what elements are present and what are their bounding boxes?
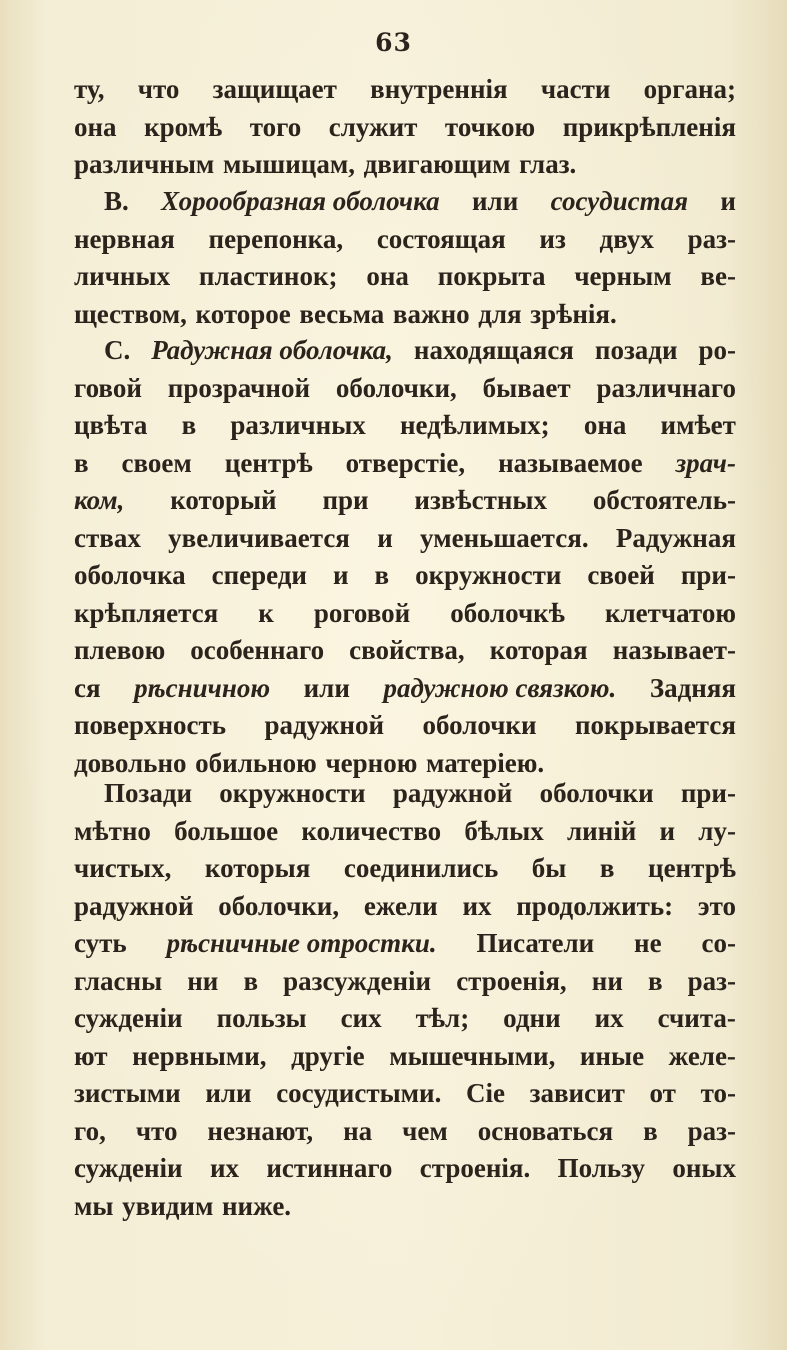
word: радужной [264,710,385,740]
word: имѣет [660,410,736,440]
italic-term: рѣсничною [134,672,271,703]
word: в [374,560,390,590]
word: и [720,186,736,216]
word: одни [503,1003,561,1033]
text-line [74,370,736,408]
word: в [243,965,259,996]
text-line [74,221,736,259]
word: говой [74,372,142,403]
word: матеріею. [425,747,545,778]
word: покрывается [575,710,736,740]
word: оболочкѣ [450,597,565,628]
word: части [540,74,611,104]
word: черною [325,747,418,778]
word: разсужденіи [283,965,432,996]
word: Позади [104,778,193,808]
italic-term: зрач- [675,447,736,478]
word: увеличивается [168,522,350,553]
text-line [74,557,736,595]
word: центрѣ [648,853,736,883]
word: двух [599,223,654,254]
word: их [594,1003,624,1033]
word: на [343,1115,373,1146]
word: гласны [74,965,163,996]
word: прозрачной [167,372,310,403]
text-line [74,482,736,520]
word: Задняя [649,672,736,703]
word: нервными, [132,1040,267,1071]
word: центрѣ [224,447,313,478]
word: сих [340,1003,382,1033]
word: в [647,965,663,996]
text-line [74,925,736,963]
text-line [74,963,736,1001]
word: свойства, [349,635,465,665]
word: в [74,447,89,478]
word: со- [701,928,736,958]
word: зависит [529,1078,625,1108]
word: радужной [392,778,513,808]
word: ни [187,965,219,996]
text-line [74,850,736,888]
word: увидим [122,1190,214,1221]
word: ниже. [221,1190,292,1221]
text-line [74,1038,736,1076]
word: состоящая [376,223,506,254]
word: зрѣнія. [530,298,617,329]
word: в [599,853,615,883]
text-line [74,296,736,334]
word: основаться [477,1115,614,1146]
word: пользы [216,1003,307,1033]
word: которыя [204,853,311,883]
word: защищает [212,74,337,104]
word: при [322,485,369,515]
word: ро- [698,335,736,365]
word: при- [680,560,736,590]
word: она [74,111,117,142]
word: прикрѣпленія [562,111,736,142]
word: Радужная [615,522,736,553]
word: Писатели [476,928,595,958]
word: оболочки, [335,372,457,403]
word: оных [672,1153,736,1183]
word: суть [74,928,127,958]
word: обстоятель- [592,485,736,515]
word: служит [328,111,418,142]
word: Пользу [557,1153,645,1183]
word: ществом, [74,298,187,329]
word: называет- [612,635,736,665]
word: весьма [299,298,385,329]
word: которая [489,635,588,665]
word: мы [74,1190,114,1221]
word: то- [700,1078,736,1108]
word: линій [566,815,637,846]
word: нервная [74,223,175,254]
text-line [74,670,736,708]
word: окружности [415,560,562,590]
word: глаз. [519,149,577,179]
word: и [659,815,676,846]
word: плевою [74,635,166,665]
word: отверстіе, [345,447,466,478]
word: различных [230,410,366,440]
italic-term: сосудистая [550,186,688,216]
paragraph [74,775,736,1225]
italic-term: рѣсничные отростки. [166,928,437,958]
paragraph [74,71,736,184]
word: ни [591,965,623,996]
italic-term: Радужная оболочка, [151,335,393,365]
word: оболочки [422,710,537,740]
word: лу- [698,815,736,846]
word: продолжить: [516,890,674,921]
word: что [137,74,180,104]
text-line [74,1000,736,1038]
text-line [74,146,736,184]
word: раз- [687,1115,736,1146]
word: B. [104,186,129,216]
word: крѣпляется [74,597,219,628]
text-line [74,888,736,926]
text-line [74,445,736,483]
word: го, [74,1115,106,1146]
word: их [462,890,492,921]
italic-term: радужною связкою. [383,672,617,703]
word: особеннаго [190,635,325,665]
word: ту, [74,74,105,104]
text-line [74,332,736,370]
word: недѣлимых; [399,410,550,440]
word: ют [74,1040,108,1071]
word: пластинок; [198,261,338,291]
paragraph [74,183,736,333]
word: извѣстных [414,485,547,515]
word: оболочки [539,778,654,808]
word: строенія, [456,965,567,996]
word: и [377,522,393,553]
word: их [209,1153,240,1183]
word: довольно [74,747,187,778]
word: тѣл; [415,1003,470,1033]
word: строенія. [419,1153,531,1183]
word: находящаяся [413,335,574,365]
word: или [303,672,350,703]
word: ве- [700,261,736,291]
word: зистыми [74,1078,181,1108]
paragraph [74,332,736,782]
text-line [74,258,736,296]
word: сосудистыми. [276,1078,442,1108]
word: ежели [363,890,438,921]
word: сужденіи [74,1153,183,1183]
word: бывает [482,372,571,403]
word: для [478,298,522,329]
word: двигающим [363,149,511,179]
word: бы [531,853,567,883]
word: ствах [74,522,141,553]
text-line [74,707,736,745]
word: мѣтно [74,815,151,846]
word: покрыта [437,261,546,291]
word: который [170,485,277,515]
word: радужной [74,890,194,921]
text-line [74,1150,736,1188]
word: спереди [211,560,307,590]
word: внутреннія [370,74,508,104]
text-line [74,183,736,221]
word: в [181,410,197,440]
word: оболочки, [218,890,340,921]
word: оболочка [74,560,186,590]
text-line [74,775,736,813]
text-line [74,1075,736,1113]
word: или [472,186,519,216]
word: незнают, [207,1115,314,1146]
word: она [366,261,409,291]
word: позади [594,335,678,365]
word: при- [680,778,736,808]
word: которое [195,298,291,329]
italic-term: ком, [74,485,125,515]
word: большое [174,815,279,846]
word: она [583,410,627,440]
word: счита- [657,1003,736,1033]
word: Сіе [465,1078,505,1108]
italic-term: Хорообразная оболочка [161,186,440,216]
word: раз- [687,965,736,996]
text-line [74,407,736,445]
word: ся [74,672,101,703]
word: точкою [444,111,536,142]
word: желе- [668,1040,736,1071]
word: важно [392,298,470,329]
word: количество [301,815,442,846]
word: в [643,1115,658,1146]
word: мышечными, [389,1040,556,1071]
word: своей [587,560,655,590]
word: уменьшается. [420,522,589,553]
text-line [74,632,736,670]
word: различнаго [596,372,736,403]
word: своем [121,447,192,478]
word: перепонка, [208,223,344,254]
text-line [74,1113,736,1151]
text-line [74,1188,736,1226]
word: различным [74,149,215,179]
word: мышицам, [222,149,355,179]
word: и [332,560,349,590]
word: цвѣта [74,410,148,440]
word: или [205,1078,252,1108]
word: того [249,111,302,142]
text-line [74,813,736,851]
page-number: 63 [375,28,412,57]
text-line [74,520,736,558]
word: к [258,597,274,628]
word: поверхность [74,710,227,740]
word: истиннаго [266,1153,393,1183]
word: не [634,928,662,958]
word: клетчатою [604,597,736,628]
word: личных [74,261,171,291]
word: что [135,1115,178,1146]
word: обильною [195,747,317,778]
word: C. [104,335,131,365]
word: иные [579,1040,645,1071]
word: называемое [498,447,643,478]
word: бѣлых [464,815,544,846]
word: кромѣ [144,111,223,142]
word: роговой [313,597,411,628]
word: из [539,223,566,254]
text-line [74,109,736,147]
word: сужденіи [74,1003,183,1033]
word: другіе [291,1040,365,1071]
word: раз- [687,223,736,254]
word: от [649,1078,676,1108]
word: органа; [643,74,736,104]
text-line [74,71,736,109]
word: чем [402,1115,448,1146]
word: это [697,890,736,921]
word: черным [574,261,672,291]
text-line [74,595,736,633]
word: чистых, [74,853,172,883]
word: окружности [219,778,366,808]
word: соединились [343,853,499,883]
